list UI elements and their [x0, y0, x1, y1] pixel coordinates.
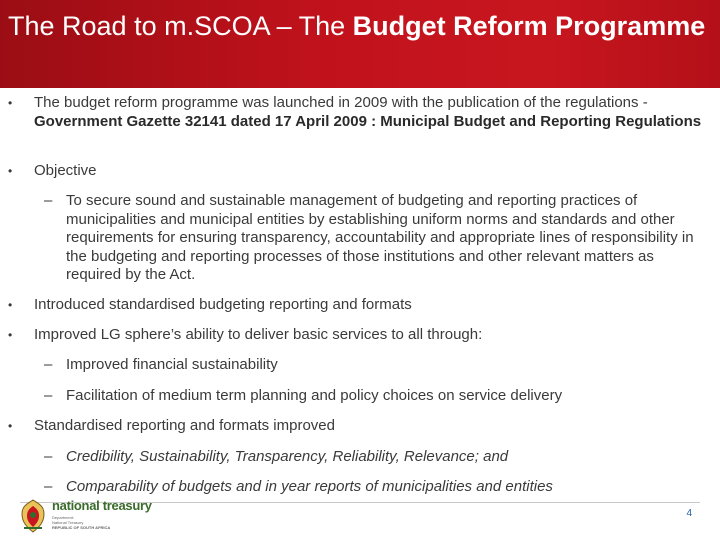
sub-text: Credibility, Sustainability, Transparency, Reliability, Relevance; and — [66, 448, 509, 465]
page-number: 4 — [686, 508, 692, 519]
title-prefix: The Road to m.SCOA – The — [8, 11, 353, 41]
logo-sub-republic: REPUBLIC OF SOUTH AFRICA — [52, 525, 111, 530]
bullet-glyph: • — [8, 298, 13, 312]
sub-text: Facilitation of medium term planning and policy choices on service delivery — [66, 387, 563, 404]
gazette-reference: Government Gazette 32141 dated 17 April 2009 : Municipal Budget and Reporting Regulations — [34, 112, 702, 130]
coat-of-arms-icon — [18, 498, 48, 534]
sub-text: To secure sound and sustainable management of budgeting and reporting practices of municipalities and municipal entities by establishing uniform norms and standards and other requirements for ensuring transparency, accountability and appropriate lines of responsibility in the budgeting and reporting processes of those institutions and other relevant matters as required by the Act. — [66, 192, 694, 283]
dash-glyph: – — [44, 387, 53, 404]
dash-glyph: – — [44, 192, 53, 209]
dash-glyph: – — [44, 448, 53, 465]
bullet-glyph: • — [8, 419, 13, 433]
bullet-glyph: • — [8, 328, 13, 342]
launch-text: The budget reform programme was launched in 2009 with the publication of the regulations - — [34, 94, 648, 111]
bullet-text — [34, 94, 710, 131]
sub-text: Comparability of budgets and in year reports of municipalities and entities — [66, 478, 553, 495]
dash-glyph: – — [44, 356, 53, 373]
bullet-glyph: • — [8, 164, 13, 178]
bullet-text: Objective — [34, 162, 97, 179]
national-treasury-logo — [18, 494, 158, 534]
sub-text: Improved financial sustainability — [66, 356, 278, 373]
bullet-glyph: • — [8, 96, 13, 110]
bullet-text: Standardised reporting and formats improved — [34, 417, 335, 434]
logo-sub-treasury: National Treasury — [52, 520, 84, 525]
bullet-text: Improved LG sphere’s ability to deliver basic services to all through: — [34, 326, 483, 343]
title-bold: Budget Reform Programme — [352, 11, 706, 41]
logo-sub-department: Department: — [52, 515, 75, 520]
logo-name: national treasury — [52, 498, 152, 513]
dash-glyph: – — [44, 478, 53, 495]
bullet-text: Introduced standardised budgeting reporting and formats — [34, 296, 412, 313]
